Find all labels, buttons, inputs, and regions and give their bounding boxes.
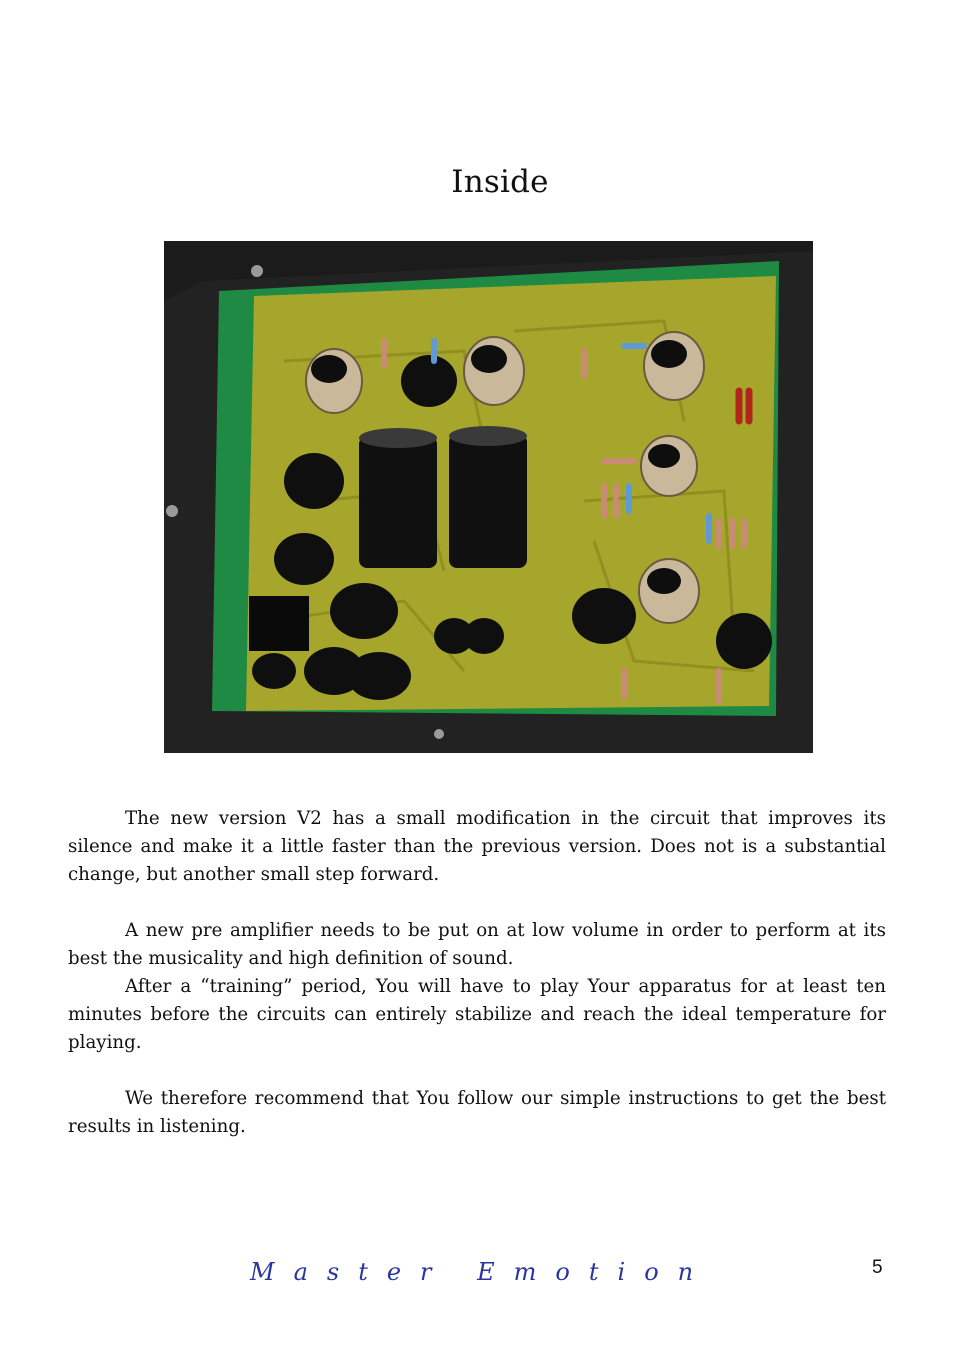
page-title: Inside: [451, 164, 549, 200]
footer-brand: [250, 1258, 713, 1286]
paragraph-v2-modification: The new version V2 has a small modification in the circuit that improves its silence and make it a little faster than the previous version. Does not is a substantial change, but another small step forward.: [68, 808, 886, 885]
paragraph-low-volume: A new pre amplifier needs to be put on at low volume in order to perform at its best the musicality and high definition of sound.: [68, 920, 886, 969]
paragraph-recommendation: We therefore recommend that You follow our simple instructions to get the best results in listening.: [68, 1088, 886, 1137]
page-number: 5: [872, 1257, 883, 1278]
paragraph-training-period: After a “training” period, You will have to play Your apparatus for at least ten minutes before the circuits can entirely stabilize and reach the ideal temperature for playing.: [68, 976, 886, 1053]
circuit-board-photo: [164, 241, 813, 753]
body-text: [68, 805, 886, 1141]
footer-brand-text: Master Emotion: [250, 1258, 713, 1286]
